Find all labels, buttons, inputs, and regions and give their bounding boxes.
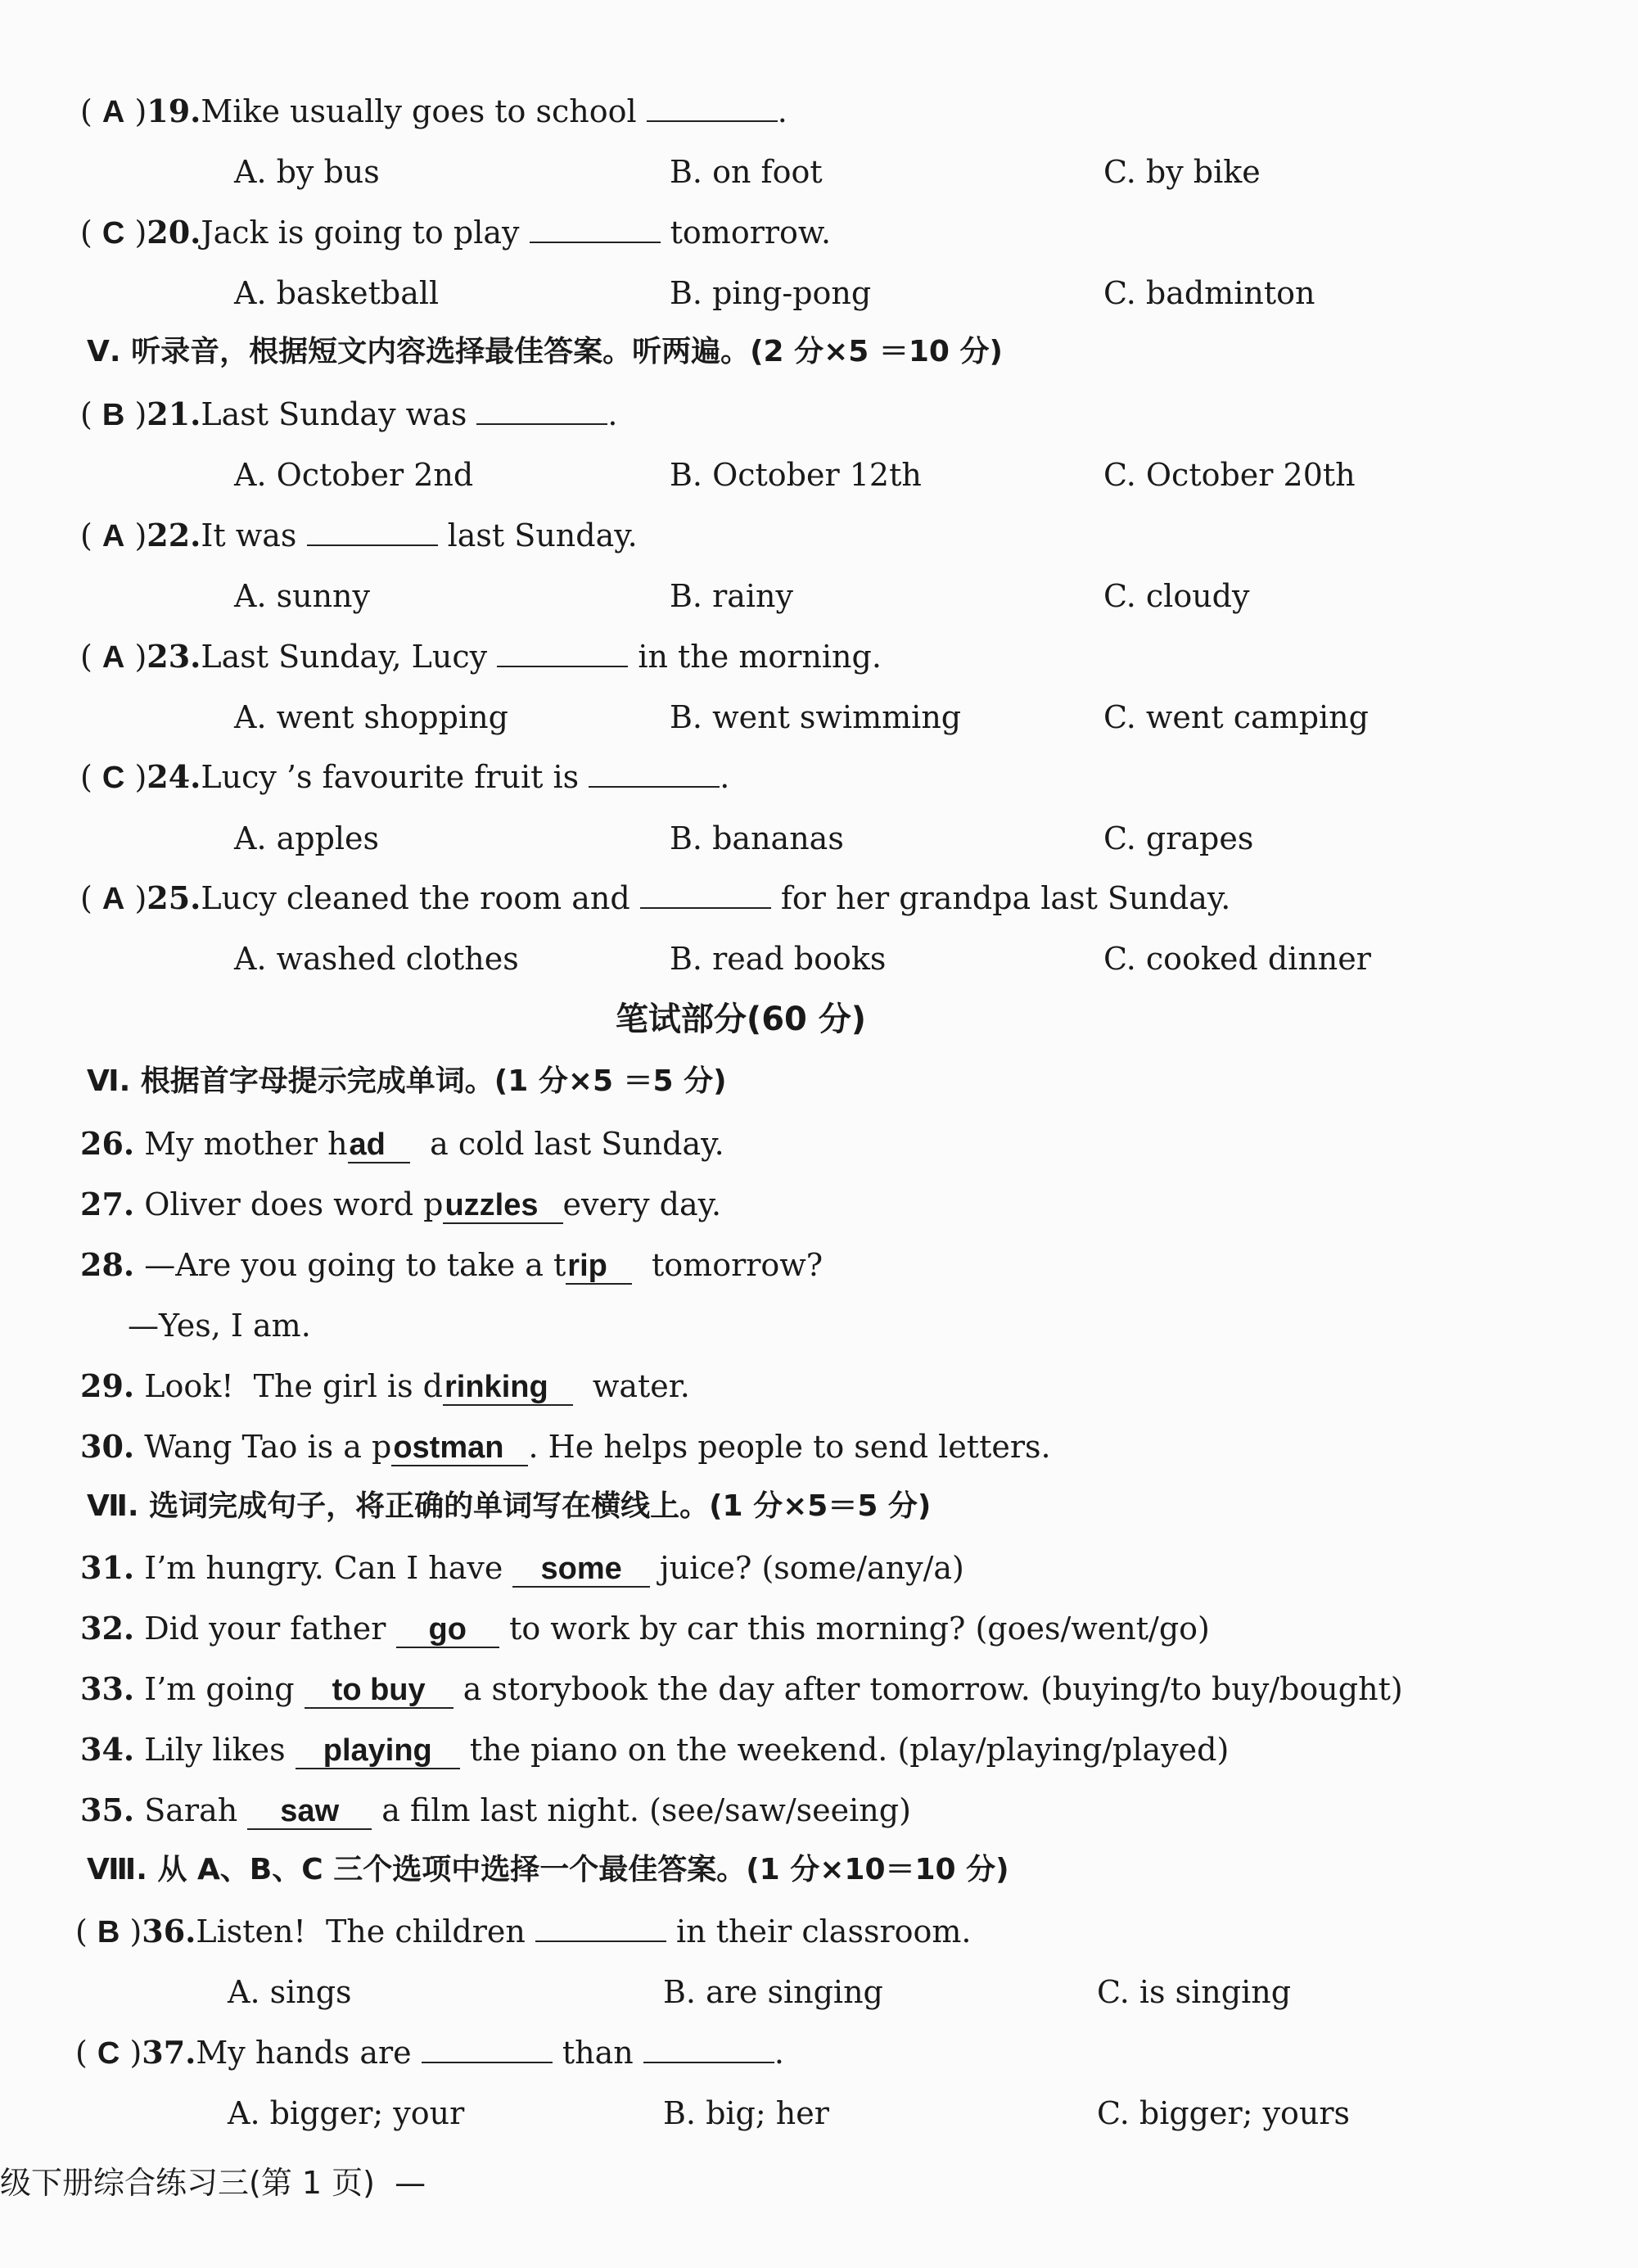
- question-text: Look! The girl is d: [144, 1368, 443, 1404]
- question-text: I’m hungry. Can I have: [144, 1550, 503, 1586]
- section-6-title: Ⅵ. 根据首字母提示完成单词。(1 分×5 ＝5 分): [87, 1064, 727, 1098]
- option-c: C. bigger; yours: [1097, 2095, 1351, 2131]
- filled-answer: rinking: [443, 1370, 573, 1406]
- question-text: Listen! The children: [196, 1913, 526, 1949]
- option-c: C. badminton: [1103, 275, 1315, 311]
- option-b: B. are singing: [663, 1974, 883, 2010]
- question-number: 25.: [147, 879, 201, 916]
- question-27: [80, 1186, 722, 1222]
- question-number: 26.: [80, 1125, 135, 1162]
- filled-answer: uzzles: [443, 1188, 562, 1224]
- option-c: C. cloudy: [1103, 578, 1250, 614]
- question-number: 35.: [80, 1791, 135, 1828]
- question-text: It was: [201, 517, 297, 553]
- option-b: B. bananas: [670, 820, 844, 856]
- question-text-end: .: [720, 759, 730, 795]
- question-text-end: juice? (some/any/a): [659, 1550, 964, 1586]
- question-23: ( A )23.Last Sunday, Lucy in the morning.: [80, 638, 882, 675]
- option-c: C. October 20th: [1103, 457, 1356, 493]
- option-c: C. by bike: [1103, 154, 1261, 190]
- option-b: B. big; her: [663, 2095, 829, 2131]
- question-number: 34.: [80, 1731, 135, 1768]
- option-a: A. basketball: [234, 275, 440, 311]
- question-29: [80, 1367, 690, 1404]
- option-a: A. October 2nd: [234, 457, 474, 493]
- question-number: 24.: [147, 758, 201, 795]
- answer-mark: A: [102, 519, 125, 553]
- question-number: 29.: [80, 1367, 135, 1404]
- option-b: B. on foot: [670, 154, 823, 190]
- question-number: 20.: [147, 214, 201, 251]
- option-b: B. ping-pong: [670, 275, 872, 311]
- answer-mark: C: [102, 216, 125, 251]
- answer-mark: C: [102, 761, 125, 795]
- question-text-end: tomorrow?: [652, 1247, 824, 1283]
- question-text: My mother h: [144, 1126, 348, 1162]
- question-text-mid: than: [562, 2035, 634, 2071]
- section-8-title: Ⅷ. 从 A、B、C 三个选项中选择一个最佳答案。(1 分×10＝10 分): [87, 1853, 1009, 1886]
- question-32: [80, 1610, 1210, 1647]
- answer-blank: [476, 399, 607, 425]
- option-b: B. read books: [670, 941, 887, 977]
- question-number: 37.: [142, 2034, 196, 2071]
- option-a: A. washed clothes: [234, 941, 519, 977]
- question-text-end: . He helps people to send letters.: [528, 1429, 1051, 1465]
- question-text: Jack is going to play: [201, 215, 520, 251]
- answer-mark: A: [102, 640, 125, 675]
- question-31: [80, 1549, 964, 1586]
- question-number: 32.: [80, 1610, 135, 1647]
- question-text-end: a storybook the day after tomorrow. (buying/to buy/bought): [463, 1671, 1403, 1707]
- question-number: 36.: [142, 1913, 196, 1949]
- section-7-title: Ⅶ. 选词完成句子，将正确的单词写在横线上。(1 分×5＝5 分): [87, 1489, 932, 1523]
- question-28: [80, 1246, 824, 1283]
- question-number: 21.: [147, 395, 201, 432]
- question-text: Lily likes: [144, 1732, 286, 1768]
- question-35: [80, 1791, 911, 1828]
- question-text-end: every day.: [562, 1186, 722, 1222]
- question-text: Lucy ’s favourite fruit is: [201, 759, 580, 795]
- answer-blank: [307, 520, 438, 546]
- question-text-end: .: [777, 93, 787, 129]
- question-text-end: .: [607, 396, 618, 432]
- question-text: Last Sunday, Lucy: [201, 639, 488, 675]
- option-c: C. went camping: [1103, 699, 1369, 735]
- question-number: 23.: [147, 638, 201, 675]
- question-text-end: the piano on the weekend. (play/playing/played): [469, 1732, 1230, 1768]
- question-33: [80, 1670, 1403, 1707]
- option-a: A. sings: [228, 1974, 352, 2010]
- question-text-end: .: [774, 2035, 784, 2071]
- question-text-end: in their classroom.: [676, 1913, 972, 1949]
- filled-answer: ad: [348, 1127, 410, 1163]
- question-number: 22.: [147, 517, 201, 553]
- question-text-end: tomorrow.: [670, 215, 832, 251]
- question-text: —Are you going to take a t: [144, 1247, 566, 1283]
- answer-mark: A: [102, 95, 125, 129]
- filled-answer: ostman: [391, 1430, 528, 1466]
- option-b: B. went swimming: [670, 699, 962, 735]
- question-text: Mike usually goes to school: [201, 93, 637, 129]
- filled-answer: playing: [296, 1733, 460, 1769]
- filled-answer: saw: [247, 1794, 372, 1830]
- answer-blank: [422, 2037, 553, 2063]
- section-5-title: Ⅴ. 听录音，根据短文内容选择最佳答案。听两遍。(2 分×5 ＝10 分): [87, 335, 1003, 368]
- option-c: C. grapes: [1103, 820, 1254, 856]
- filled-answer: to buy: [305, 1673, 453, 1709]
- question-number: 28.: [80, 1246, 135, 1283]
- question-text-end: a cold last Sunday.: [430, 1126, 724, 1162]
- question-number: 33.: [80, 1670, 135, 1707]
- option-a: A. sunny: [234, 578, 370, 614]
- question-text-end: a film last night. (see/saw/seeing): [381, 1792, 911, 1828]
- question-text: Last Sunday was: [201, 396, 467, 432]
- option-c: C. is singing: [1097, 1974, 1292, 2010]
- answer-blank: [643, 2037, 774, 2063]
- option-a: A. apples: [234, 820, 380, 856]
- question-26: [80, 1125, 724, 1162]
- option-c: C. cooked dinner: [1103, 941, 1371, 977]
- question-text-end: for her grandpa last Sunday.: [780, 880, 1231, 916]
- question-24: ( C )24.Lucy ’s favourite fruit is .: [80, 758, 730, 795]
- option-a: A. by bus: [234, 154, 380, 190]
- answer-mark: B: [102, 398, 125, 432]
- question-37: ( C )37.My hands are than .: [75, 2034, 784, 2071]
- question-text: I’m going: [144, 1671, 295, 1707]
- answer-mark: B: [97, 1915, 120, 1949]
- answer-blank: [497, 641, 628, 667]
- question-number: 19.: [147, 93, 201, 129]
- answer-blank: [535, 1916, 666, 1942]
- answer-blank: [640, 883, 771, 909]
- question-number: 31.: [80, 1549, 135, 1586]
- reply-28: —Yes, I am.: [128, 1308, 311, 1344]
- page-footer: 级下册综合练习三(第 1 页) —: [0, 2165, 426, 2201]
- question-22: ( A )22.It was last Sunday.: [80, 517, 638, 553]
- question-text-end: water.: [592, 1368, 690, 1404]
- question-number: 30.: [80, 1428, 135, 1465]
- option-a: A. bigger; your: [228, 2095, 465, 2131]
- question-25: ( A )25.Lucy cleaned the room and for her grandpa last Sunday.: [80, 879, 1231, 916]
- question-text: Lucy cleaned the room and: [201, 880, 630, 916]
- question-text-end: in the morning.: [638, 639, 882, 675]
- question-19: ( A )19.Mike usually goes to school .: [80, 93, 787, 129]
- question-text-end: last Sunday.: [447, 517, 638, 553]
- filled-answer: rip: [566, 1249, 632, 1285]
- question-34: [80, 1731, 1230, 1768]
- question-text: Oliver does word p: [144, 1186, 444, 1222]
- filled-answer: go: [396, 1612, 499, 1648]
- question-30: [80, 1428, 1051, 1465]
- answer-blank: [530, 217, 661, 243]
- answer-mark: A: [102, 882, 125, 916]
- option-b: B. rainy: [670, 578, 793, 614]
- filled-answer: some: [512, 1552, 649, 1588]
- question-20: ( C )20.Jack is going to play tomorrow.: [80, 214, 832, 251]
- question-text: My hands are: [196, 2035, 412, 2071]
- option-b: B. October 12th: [670, 457, 922, 493]
- question-text: Did your father: [144, 1611, 386, 1647]
- question-text: Wang Tao is a p: [144, 1429, 392, 1465]
- answer-blank: [589, 761, 720, 788]
- question-36: ( B )36.Listen! The children in their classroom.: [75, 1913, 972, 1949]
- written-part-title: 笔试部分(60 分): [615, 1001, 867, 1038]
- option-a: A. went shopping: [234, 699, 508, 735]
- answer-mark: C: [97, 2036, 120, 2071]
- question-text-end: to work by car this morning? (goes/went/go): [509, 1611, 1210, 1647]
- answer-blank: [647, 96, 778, 122]
- question-text: Sarah: [144, 1792, 238, 1828]
- question-21: ( B )21.Last Sunday was .: [80, 395, 618, 432]
- question-number: 27.: [80, 1186, 135, 1222]
